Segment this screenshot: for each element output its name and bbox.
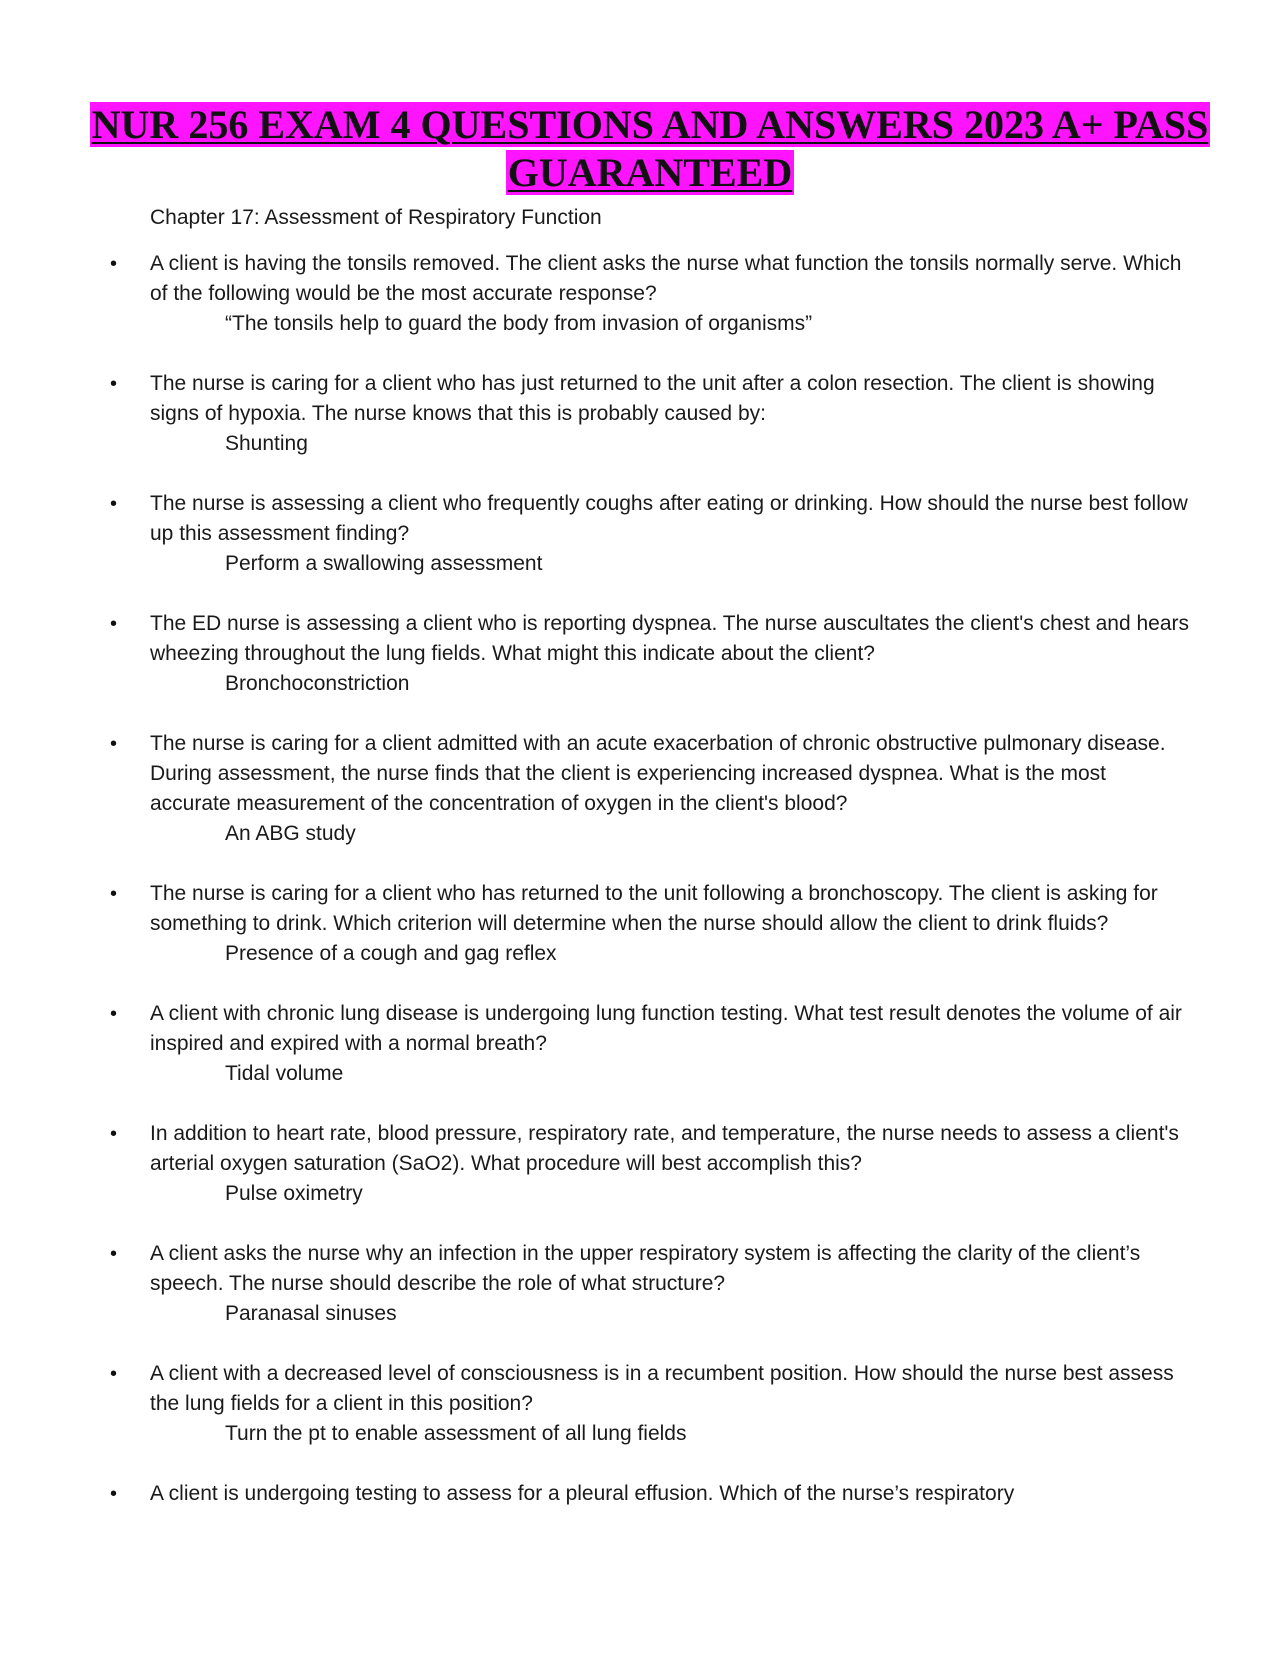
answer-text: “The tonsils help to guard the body from invasion of organisms” — [225, 312, 813, 335]
answer-text: Presence of a cough and gag reflex — [225, 942, 557, 965]
bullet-icon: • — [110, 883, 118, 905]
bullet-icon: • — [110, 253, 118, 275]
question-item — [0, 1119, 1280, 1209]
question-item — [0, 609, 1280, 699]
bullet-icon: • — [110, 1123, 118, 1145]
question-item — [0, 729, 1280, 849]
answer-text: Paranasal sinuses — [225, 1302, 397, 1325]
answer-text: An ABG study — [225, 822, 356, 845]
question-item — [0, 489, 1280, 579]
bullet-icon: • — [110, 733, 118, 755]
answer-text: Bronchoconstriction — [225, 672, 410, 695]
question-item — [0, 879, 1280, 969]
answer-text: Turn the pt to enable assessment of all lung fields — [225, 1422, 687, 1445]
bullet-icon: • — [110, 1243, 118, 1265]
bullet-icon: • — [110, 1483, 118, 1505]
question-item — [0, 369, 1280, 459]
question-item — [0, 1239, 1280, 1329]
question-text: A client is having the tonsils removed. The client asks the nurse what function the tonsils normally serve. Which of the following would be the most accurate response? — [150, 252, 1182, 305]
answer-text: Tidal volume — [225, 1062, 344, 1085]
answer-text: Perform a swallowing assessment — [225, 552, 543, 575]
question-text: The ED nurse is assessing a client who is reporting dyspnea. The nurse auscultates the client's chest and hears wheezing throughout the lung fields. What might this indicate about the client? — [150, 612, 1190, 665]
question-text: A client asks the nurse why an infection in the upper respiratory system is affecting the clarity of the client’s speech. The nurse should describe the role of what structure? — [150, 1242, 1141, 1295]
bullet-icon: • — [110, 1003, 118, 1025]
question-item — [0, 999, 1280, 1089]
question-list — [0, 249, 1280, 1539]
answer-text: Shunting — [225, 432, 308, 455]
question-text: The nurse is caring for a client who has returned to the unit following a bronchoscopy. The client is asking for something to drink. Which criterion will determine when the nurse should allow the client to drink fluids? — [150, 882, 1158, 935]
question-item — [0, 1479, 1280, 1509]
question-item — [0, 249, 1280, 339]
question-text: The nurse is caring for a client admitted with an acute exacerbation of chronic obstructive pulmonary disease. During assessment, the nurse finds that the client is experiencing increased dyspnea. What is the most accurate measurement of the concentration of oxygen in the client's blood? — [150, 732, 1166, 815]
bullet-icon: • — [110, 493, 118, 515]
bullet-icon: • — [110, 373, 118, 395]
chapter-heading: Chapter 17: Assessment of Respiratory Function — [150, 206, 602, 229]
question-text: A client with a decreased level of consciousness is in a recumbent position. How should the nurse best assess the lung fields for a client in this position? — [150, 1362, 1174, 1415]
question-text: The nurse is caring for a client who has just returned to the unit after a colon resection. The client is showing signs of hypoxia. The nurse knows that this is probably caused by: — [150, 372, 1155, 425]
document-title-text: NUR 256 EXAM 4 QUESTIONS AND ANSWERS 2023 A+ PASS GUARANTEED — [91, 101, 1209, 195]
bullet-icon: • — [110, 1363, 118, 1385]
question-text: In addition to heart rate, blood pressure, respiratory rate, and temperature, the nurse needs to assess a client's arterial oxygen saturation (SaO2). What procedure will best accomplish this? — [150, 1122, 1179, 1175]
question-text: The nurse is assessing a client who frequently coughs after eating or drinking. How should the nurse best follow up this assessment finding? — [150, 492, 1188, 545]
question-text: A client with chronic lung disease is undergoing lung function testing. What test result denotes the volume of air inspired and expired with a normal breath? — [150, 1002, 1182, 1055]
question-text: A client is undergoing testing to assess for a pleural effusion. Which of the nurse’s respiratory — [150, 1482, 1015, 1505]
document-title — [80, 101, 1220, 197]
question-item — [0, 1359, 1280, 1449]
answer-text: Pulse oximetry — [225, 1182, 363, 1205]
bullet-icon: • — [110, 613, 118, 635]
